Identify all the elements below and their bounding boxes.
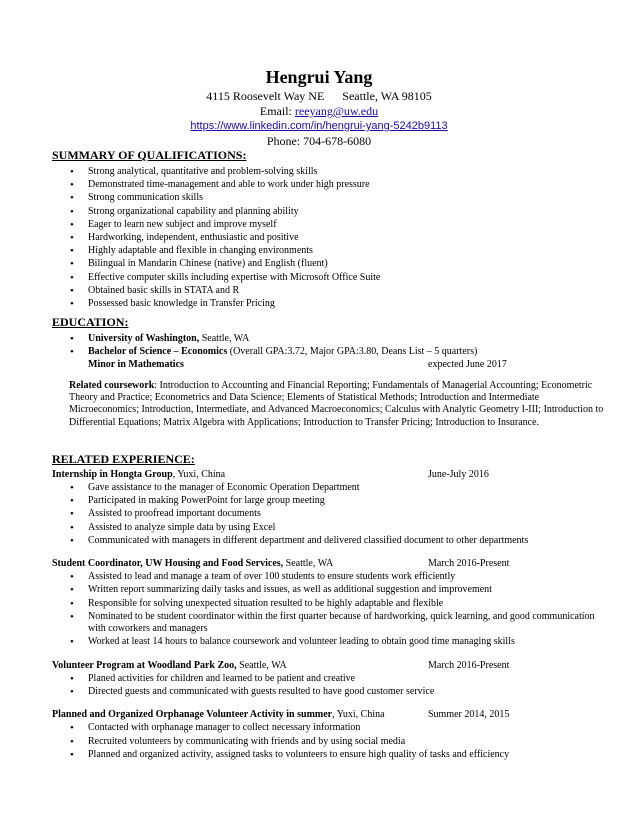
school-location: Seattle, WA [199,333,250,344]
job-date: Summer 2014, 2015 [428,709,510,721]
list-item: • Strong analytical, quantitative and problem-solving skills [52,166,604,178]
linkedin-link[interactable]: https://www.linkedin.com/in/hengrui-yang-5242b9113 [190,120,448,132]
list-item: • Hardworking, independent, enthusiastic and positive [52,232,604,244]
school-name: University of Washington, [88,333,200,344]
experience-entry [52,708,604,761]
minor-label: Minor in Mathematics [88,359,184,371]
job-organization: Student Coordinator, UW Housing and Food Services, [52,558,284,570]
minor-row [52,359,604,372]
resume-header [0,66,638,149]
job-duties-list [52,571,604,649]
coursework-text: : Introduction to Accounting and Financial Reporting; Fundamentals of Managerial Accounting; Econometric Theory and Practice; Econometrics and Data Science; Elements of Statistical Methods; Introduction and Intermediate Microeconomics; Introduction, Intermediate, and Advanced Macroeconomics; Calculus with Analytic Geometry I-III; Introduction to Differential Equations; Matrix Algebra with Applications; Introduction to Transfer Pricing; Introduction to Insurance. [69,380,604,428]
list-item: • Gave assistance to the manager of Economic Operation Department [52,482,604,494]
list-item: • Assisted to lead and manage a team of over 100 students to ensure students work efficiently [52,571,604,583]
degree-name: Bachelor of Science – Economics [88,346,228,358]
degree-detail: (Overall GPA:3.72, Major GPA:3.80, Deans List – 5 quarters) [227,346,478,358]
list-item: • Participated in making PowerPoint for large group meeting [52,495,604,507]
experience-entry [52,659,604,699]
experience-section [52,452,604,762]
job-organization: Internship in Hongta Group [52,469,173,480]
list-item: • Nominated to be student coordinator within the first quarter because of hardworking, quick learning, and good communication with coworkers and managers [52,611,604,636]
list-item: • Communicated with managers in different department and delivered classified document to other departments [52,535,604,547]
email-line [0,104,638,119]
experience-entry [52,468,604,547]
email-label: Email: [259,104,295,118]
expected-date: expected June 2017 [428,359,507,371]
job-duties-list [52,673,604,699]
job-organization: Planned and Organized Orphanage Volunteer Activity in summer [52,709,333,721]
job-organization: Volunteer Program at Woodland Park Zoo, [52,659,237,671]
list-item: • Assisted to proofread important documents [52,508,604,520]
list-item: • Planed activities for children and learned to be patient and creative [52,673,604,685]
list-item: • Worked at least 14 hours to balance coursework and volunteer leading to obtain good time managing skills [52,636,604,648]
list-item: • Eager to learn new subject and improve myself [52,219,604,231]
list-item: • Responsible for solving unexpected situation resulted to be highly adaptable and flexible [52,598,604,610]
job-date: March 2016-Present [428,558,510,570]
list-item: • Strong organizational capability and planning ability [52,206,604,218]
education-section [52,315,604,429]
job-location: Seattle, WA [236,659,287,671]
job-location: , Yuxi, China [332,709,385,721]
list-item: • Planned and organized activity, assigned tasks to volunteers to ensure high quality of tasks and efficiency [52,749,604,761]
summary-section [52,148,604,311]
job-date: June-July 2016 [428,469,489,480]
phone-line: Phone: 704-678-6080 [266,134,372,148]
list-item: • Obtained basic skills in STATA and R [52,285,604,297]
job-header [52,659,604,672]
experience-heading: RELATED EXPERIENCE: [52,452,195,466]
list-item: • Contacted with orphanage manager to collect necessary information [52,722,604,734]
street-address: 4115 Roosevelt Way NE [206,89,325,103]
list-item: • Assisted to analyze simple data by using Excel [52,522,604,534]
coursework-block [52,380,604,429]
coursework-label: Related coursework [69,380,155,391]
list-item [52,333,604,345]
list-item: • Directed guests and communicated with guests resulted to have good customer service [52,686,604,698]
summary-list [52,166,604,310]
job-header [52,557,604,570]
address-line [0,89,638,104]
email-link[interactable]: reeyang@uw.edu [294,104,379,118]
job-location: , Yuxi, China [172,469,226,480]
experience-entry [52,557,604,649]
job-location: Seattle, WA [283,558,334,570]
list-item: • Recruited volunteers by communicating with friends and by using social media [52,736,604,748]
list-item: • Demonstrated time-management and able to work under high pressure [52,179,604,191]
job-header [52,468,604,481]
city-state-zip: Seattle, WA 98105 [342,89,432,103]
list-item: • Highly adaptable and flexible in changing environments [52,245,604,257]
list-item: • Written report summarizing daily tasks and issues, as well as additional suggestion and improvement [52,584,604,596]
list-item [52,346,604,358]
candidate-name: Hengrui Yang [265,67,373,87]
education-list [52,333,604,359]
job-duties-list [52,722,604,761]
list-item: • Strong communication skills [52,192,604,204]
summary-heading: SUMMARY OF QUALIFICATIONS: [52,148,247,162]
jobs-list [52,468,604,761]
job-header [52,708,604,721]
list-item: • Bilingual in Mandarin Chinese (native) and English (fluent) [52,258,604,270]
job-date: March 2016-Present [428,659,510,671]
education-heading: EDUCATION: [52,315,129,329]
job-duties-list [52,482,604,547]
list-item: • Effective computer skills including expertise with Microsoft Office Suite [52,272,604,284]
list-item: • Possessed basic knowledge in Transfer Pricing [52,298,604,310]
